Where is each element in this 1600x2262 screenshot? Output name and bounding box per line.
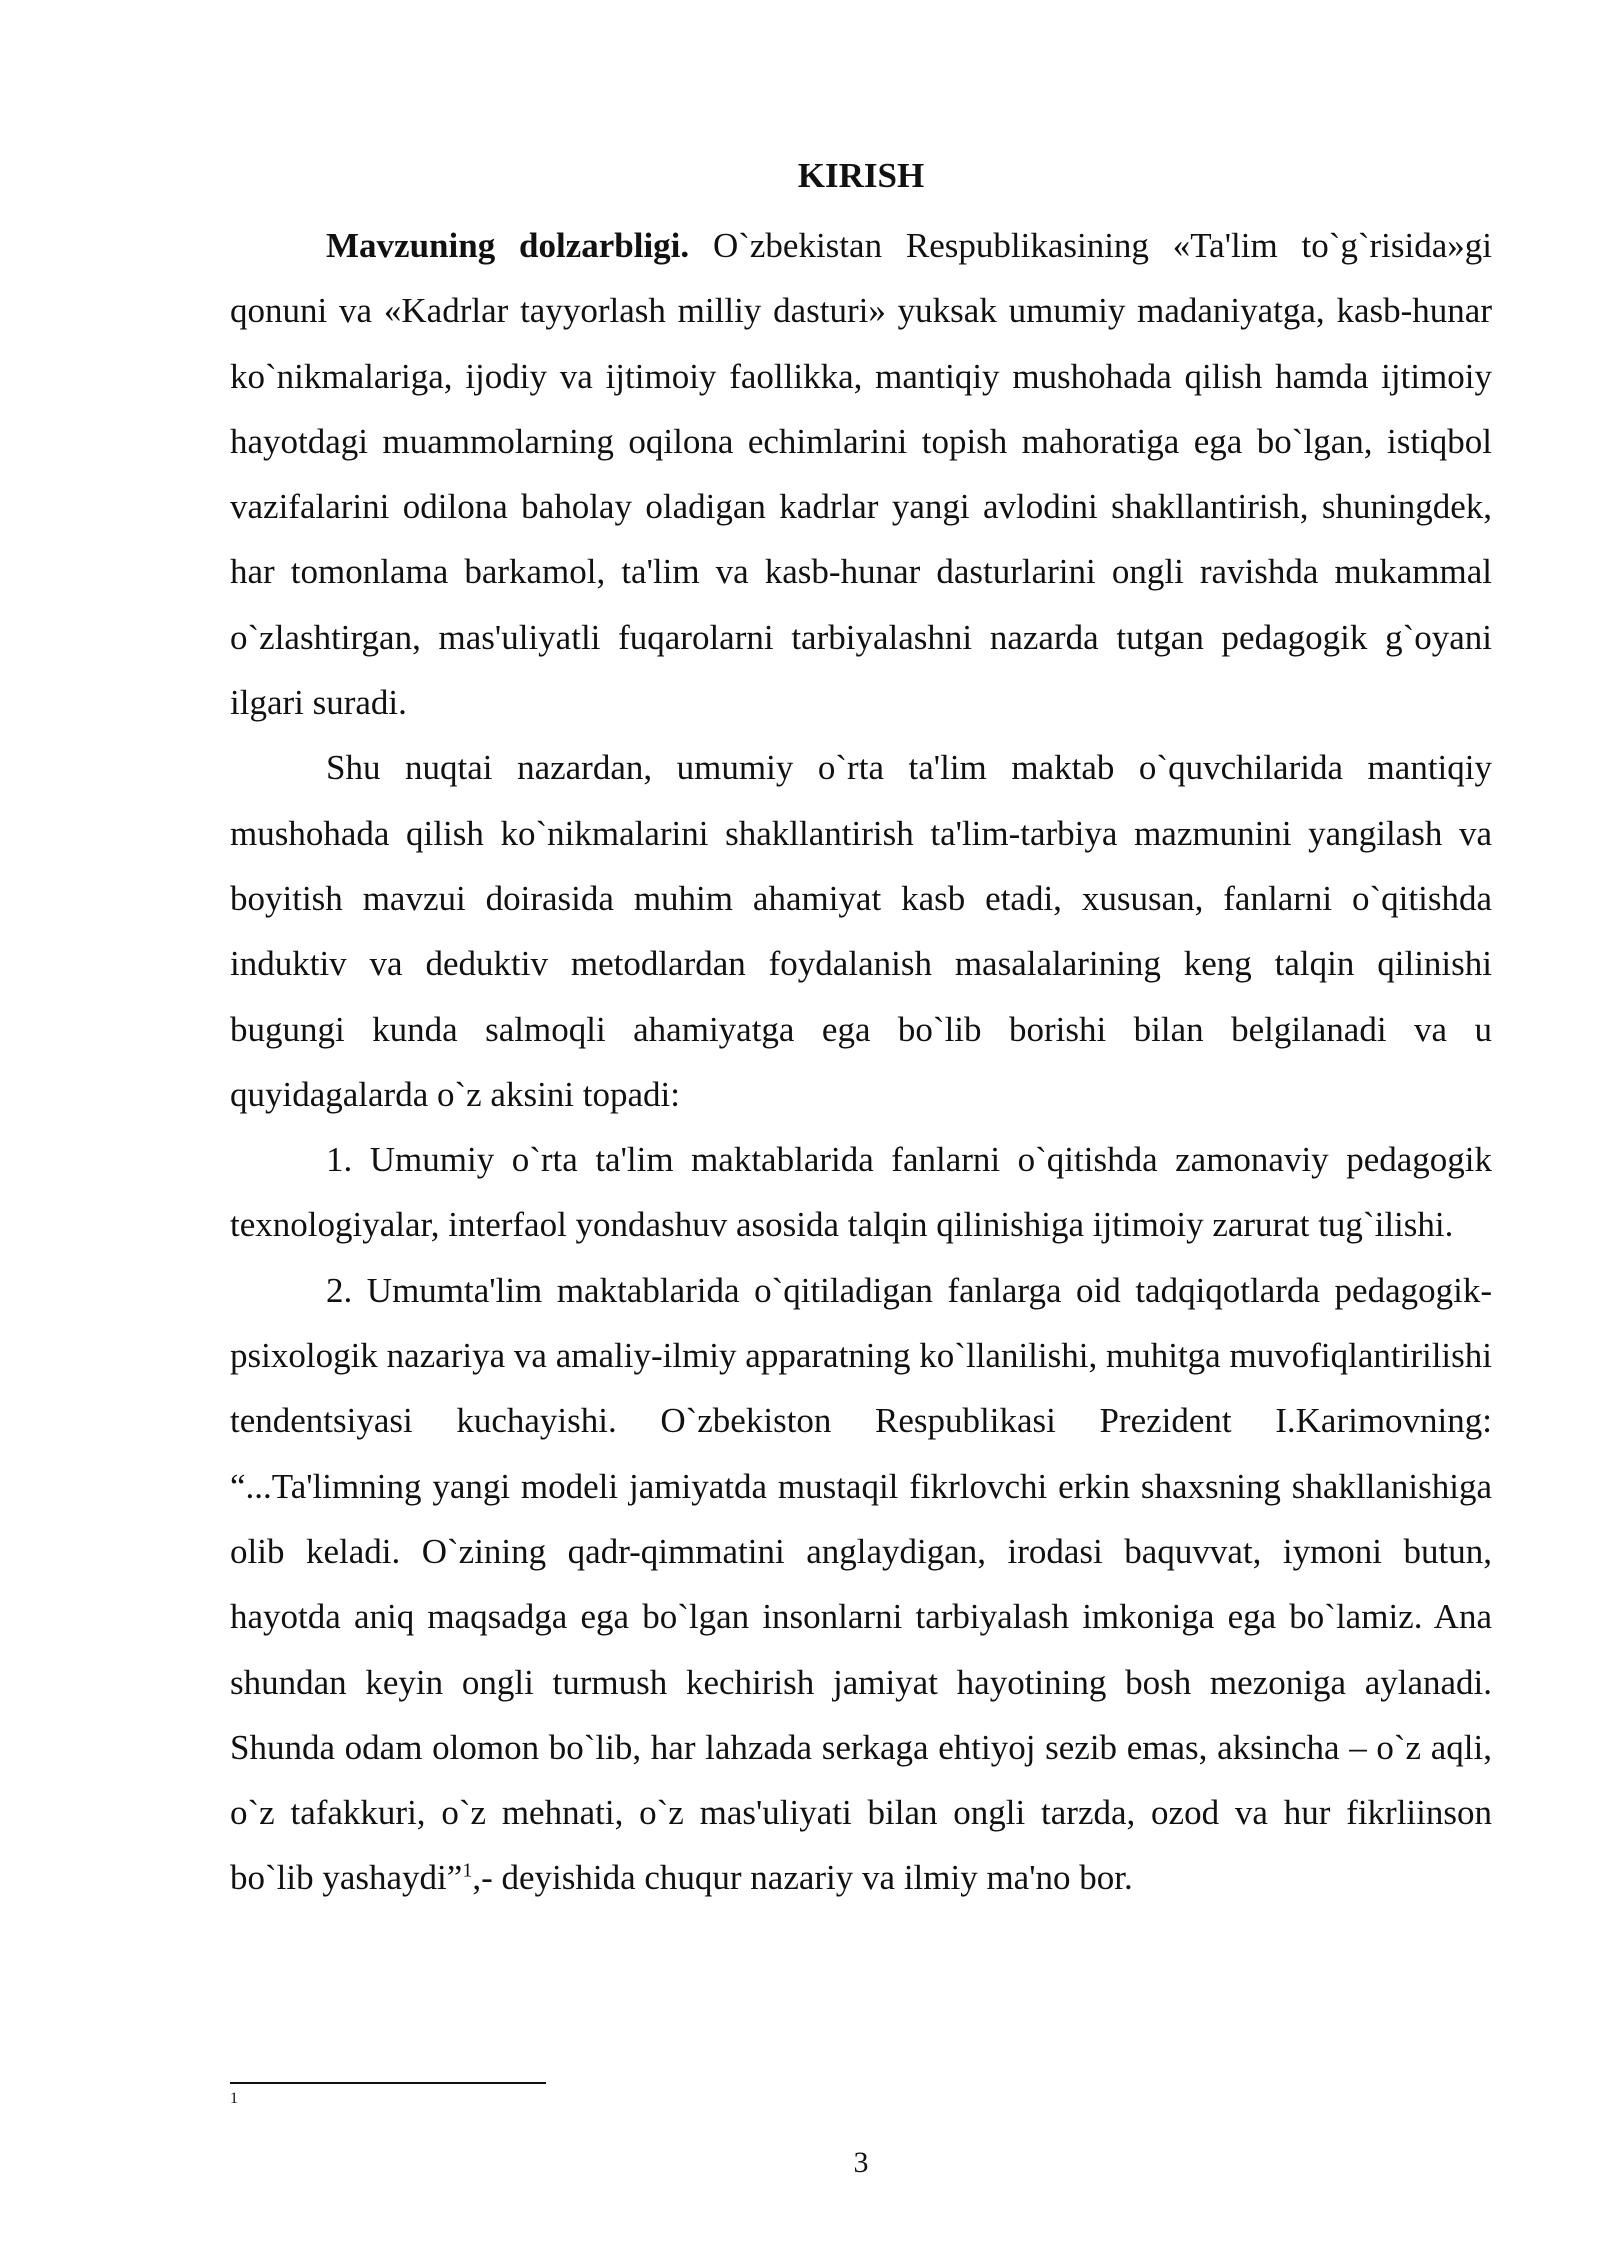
list-item-2 xyxy=(230,1258,1492,1911)
page-number: 3 xyxy=(853,2146,869,2179)
paragraph-relevance xyxy=(230,213,1492,735)
page-title: KIRISH xyxy=(797,156,925,195)
body-text xyxy=(230,213,1492,1911)
paragraph-text: O`zbekistan Respublikasining «Ta'lim to`g`risida»gi qonuni va «Kadrlar tayyorlash milliy dasturi» yuksak umumiy madaniyatga, kasb-hunar ko`nikmalariga, ijodiy va ijtimoiy faollikka, mantiqiy mushohada qilish hamda ijtimoiy hayotdagi muammolarning oqilona echimlarini topish mahoratiga ega bo`lgan, istiqbol vazifalarini odilona baholay oladigan kadrlar yangi avlodini shakllantirish, shuningdek, har tomonlama barkamol, ta'lim va kasb-hunar dasturlarini ongli ravishda mukammal o`zlashtirgan, mas'uliyatli fuqarolarni tarbiyalashni nazarda tutgan pedagogik g`oyani ilgari suradi. xyxy=(230,226,1493,723)
paragraph-viewpoint xyxy=(230,735,1492,1127)
footnote-reference[interactable]: 1 xyxy=(462,1859,473,1882)
list-item-text-continued: ,- deyishida chuqur nazariy va ilmiy ma'no bor. xyxy=(472,1858,1133,1898)
list-item-1 xyxy=(230,1127,1492,1258)
list-item-text: 2. Umumta'lim maktablarida o`qitiladigan fanlarga oid tadqiqotlarda pedagogik-psixologik nazariya va amaliy-ilmiy apparatning ko`llanilishi, muhitga muvofiqlantirilishi tendentsiyasi kuchayishi. O`zbekiston Respublikasi Prezident I.Karimovning: “...Ta'limning yangi modeli jamiyatda mustaqil fikrlovchi erkin shaxsning shakllanishiga olib keladi. O`zining qadr-qimmatini anglaydigan, irodasi baquvvat, iymoni butun, hayotda aniq maqsadga ega bo`lgan insonlarni tarbiyalash imkoniga ega bo`lamiz. Ana shundan keyin ongli turmush kechirish jamiyat hayotining bosh mezoniga aylanadi. Shunda odam olomon bo`lib, har lahzada serkaga ehtiyoj sezib emas, aksincha – o`z aqli, o`z tafakkuri, o`z mehnati, o`z mas'uliyati bilan ongli tarzda, ozod va hur fikrliinson bo`lib yashaydi” xyxy=(230,1270,1492,1898)
paragraph-lead: Mavzuning dolzarbligi. xyxy=(326,226,690,265)
document-page xyxy=(230,0,1492,2262)
paragraph-text: Shu nuqtai nazardan, umumiy o`rta ta'lim maktab o`quvchilarida mantiqiy mushohada qilish ko`nikmalarini shakllantirish ta'lim-tarbiya mazmunini yangilash va boyitish mavzui doirasida muhim ahamiyat kasb etadi, xususan, fanlarni o`qitishda induktiv va deduktiv metodlardan foydalanish masalalarining keng talqin qilinishi bugungi kunda salmoqli ahamiyatga ega bo`lib borishi bilan belgilanadi va u quyidagalarda o`z aksini topadi: xyxy=(230,748,1492,1114)
list-item-text: 1. Umumiy o`rta ta'lim maktablarida fanlarni o`qitishda zamonaviy pedagogik texnologiyalar, interfaol yondashuv asosida talqin qilinishiga ijtimoiy zarurat tug`ilishi. xyxy=(230,1140,1492,1245)
footnote-number: 1 xyxy=(230,2090,238,2107)
footnote-separator xyxy=(230,2082,546,2084)
